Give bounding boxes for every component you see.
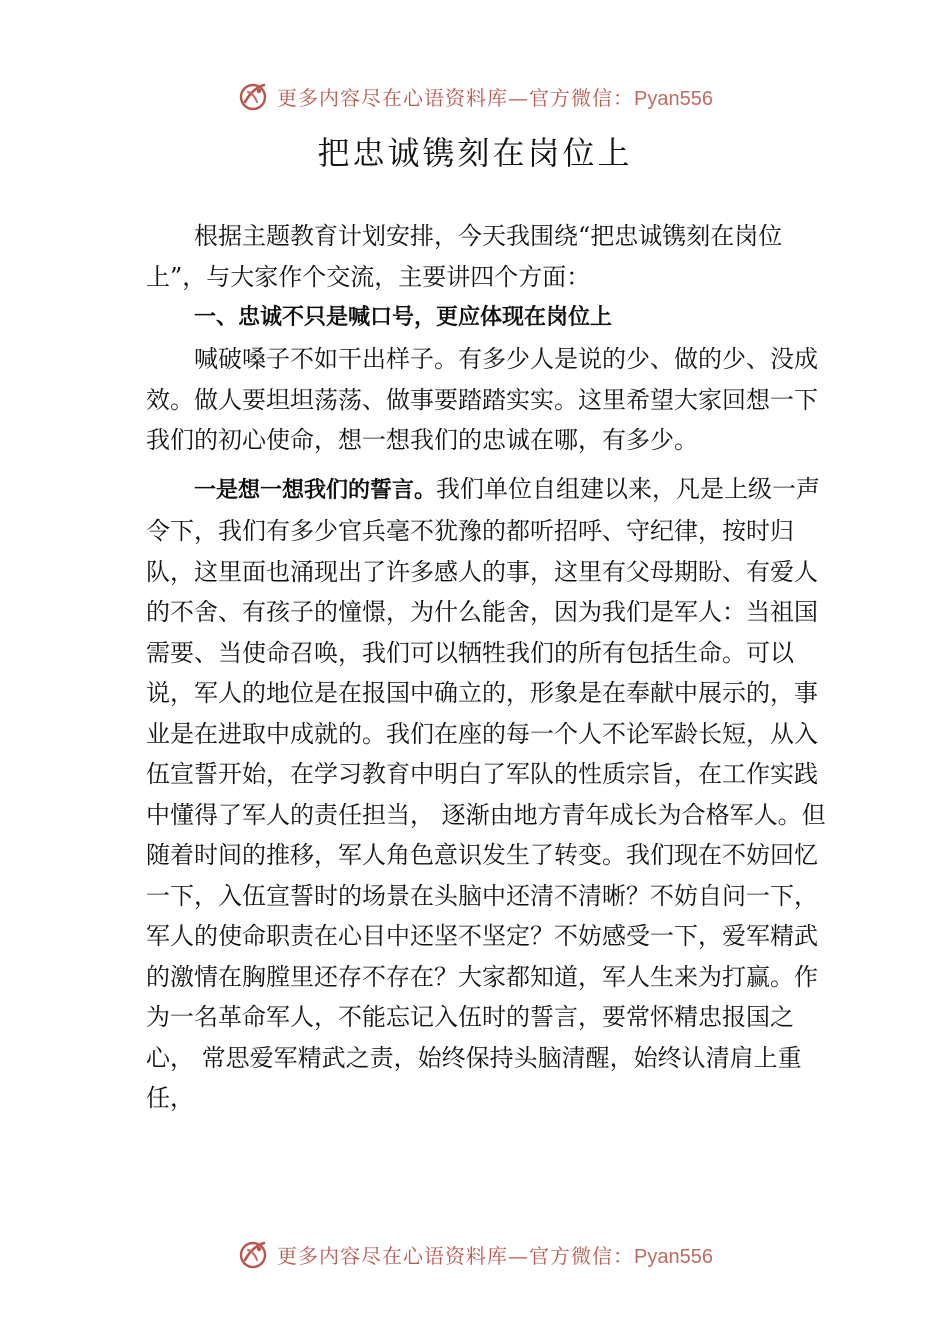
paragraph-2-body: 我们单位自组建以来，凡是上级一声令下，我们有多少官兵毫不犹豫的都听招呼、守纪律，按时归队，这里面也涌现出了许多感人的事，这里有父母期盼、有爱人的不舍、有孩子的憧憬，为什么能舍，因为我们是军人：当祖国需要、当使命召唤，我们可以牺牲我们的所有包括生命。可以说，军人的地位是在报国中确立的，形象是在奉献中展示的，事业是在进取中成就的。我们在座的每一个人不论军龄长短，从入伍宣誓开始，在学习教育中明白了军队的性质宗旨，在工作实践中懂得了军人的责任担当， 逐渐由地方青年成长为合格军人。但随着时间的推移，军人角色意识发生了转变。我们现在不妨回忆一下，入伍宣誓时的场景在头脑中还清不清晰？不妨自问一下，军人的使命职责在心目中还坚不坚定？不妨感受一下，爱军精武的激情在胸膛里还存不存在？大家都知道，军人生来为打赢。作为一名革命军人，不能忘记入伍时的誓言，要常怀精忠报国之心， 常思爱军精武之责，始终保持头脑清醒，始终认清肩上重任， [146,474,826,1112]
banner-text [277,82,713,111]
banner-label: 更多内容尽在心语资料库—官方微信： [277,1243,635,1268]
document-body [146,216,826,1119]
header-banner [0,76,950,116]
footer-banner [0,1234,950,1274]
banner-text [277,1240,713,1269]
paragraph-2-lead: 一是想一想我们的誓言。 [194,477,437,503]
page-title: 把忠诚镌刻在岗位上 [317,134,633,172]
paragraph-2 [146,469,826,1119]
banner-wechat-id: Pyan556 [634,87,713,110]
section-heading-1: 一、忠诚不只是喊口号，更应体现在岗位上 [194,305,613,330]
paragraph-1: 喊破嗓子不如干出样子。有多少人是说的少、做的少、没成效。做人要坦坦荡荡、做事要踏踏实实。这里希望大家回想一下我们的初心使命，想一想我们的忠诚在哪，有多少。 [146,345,818,454]
banner-wechat-id: Pyan556 [634,1245,713,1268]
intro-paragraph: 根据主题教育计划安排，今天我围绕“把忠诚镌刻在岗位上”，与大家作个交流，主要讲四个方面： [146,222,783,291]
brand-logo-icon [237,80,269,112]
banner-label: 更多内容尽在心语资料库—官方微信： [277,85,635,110]
brand-logo-icon [237,1238,269,1270]
